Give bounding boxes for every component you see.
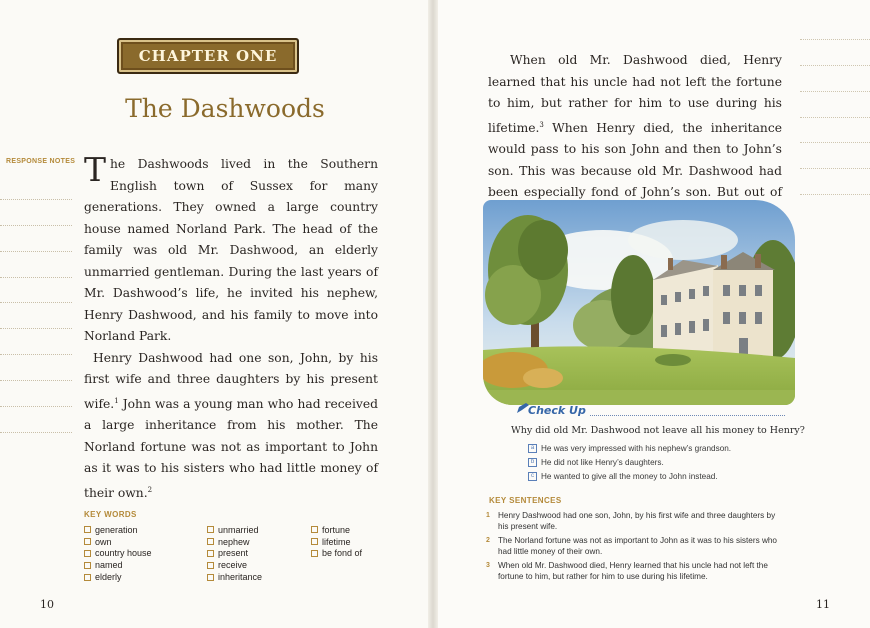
checkbox-icon[interactable] [207, 526, 214, 533]
paragraph-2: Henry Dashwood had one son, John, by his first wife and three daughters by his present wife.$^1$ John was a young man who had received a large inheritance from his mother. The Norland fortune was not as important to John as it was to his sisters who had little money of their own.$^2$ [84, 350, 378, 500]
key-words-column-2 [207, 524, 262, 583]
right-body-text: When old Mr. Dashwood died, Henry learned that his uncle had not left the fortune to him, but rather for him to use during his lifetime.$^3$ When Henry died, the inheritance would pass to his son John and then to John’s son. This was because old Mr. Dashwood had been especially fond of John’s son. But out of [488, 53, 782, 200]
page-number-right: 11 [816, 598, 830, 611]
key-words-column-1 [84, 524, 152, 583]
option-b[interactable]: b He did not like Henry’s daughters. [528, 455, 731, 469]
checkbox-icon[interactable] [84, 562, 91, 569]
chapter-badge [117, 38, 299, 74]
option-letter-b: b [528, 458, 537, 467]
checkbox-icon[interactable] [311, 526, 318, 533]
key-word: own [84, 536, 152, 548]
page-number-left: 10 [40, 598, 54, 611]
checkbox-icon[interactable] [84, 538, 91, 545]
checkbox-icon[interactable] [207, 574, 214, 581]
option-letter-a: a [528, 444, 537, 453]
check-up-question: Why did old Mr. Dashwood not leave all his money to Henry? [511, 425, 805, 436]
check-up-options [528, 441, 731, 483]
key-word: unmarried [207, 524, 262, 536]
checkbox-icon[interactable] [84, 526, 91, 533]
key-word: generation [84, 524, 152, 536]
checkbox-icon[interactable] [207, 550, 214, 557]
key-sentence: 2 The Norland fortune was not as important to John as it was to his sisters who had little money of their own. [486, 536, 777, 556]
key-sentences-title: KEY SENTENCES [489, 496, 562, 505]
check-up-divider [590, 415, 785, 416]
checkbox-icon[interactable] [207, 562, 214, 569]
key-word: country house [84, 548, 152, 560]
response-notes-lines [0, 174, 72, 433]
key-word: be fond of [311, 548, 362, 560]
option-letter-c: c [528, 472, 537, 481]
response-notes-lines-right [800, 14, 870, 195]
checkbox-icon[interactable] [84, 550, 91, 557]
chapter-title: The Dashwoods [125, 94, 325, 123]
left-page [0, 0, 432, 628]
key-word: receive [207, 559, 262, 571]
key-sentences-list [486, 510, 786, 585]
checkbox-icon[interactable] [311, 550, 318, 557]
key-sentence: 1 Henry Dashwood had one son, John, by his first wife and three daughters by his present wife. [486, 511, 776, 531]
footnote-3: 3 [539, 120, 544, 129]
key-word: named [84, 559, 152, 571]
key-word: elderly [84, 571, 152, 583]
check-up-title: Check Up [528, 404, 586, 417]
key-word: nephew [207, 536, 262, 548]
key-words-column-3 [311, 524, 362, 559]
response-notes-label: RESPONSE NOTES [6, 158, 76, 165]
key-word: fortune [311, 524, 362, 536]
body-text [84, 150, 378, 504]
paragraph-1: The Dashwoods lived in the Southern English town of Sussex for many generations. They owned a large country house named Norland Park. The head of the family was old Mr. Dashwood, an elderly unmarried gentleman. During the last years of Mr. Dashwood’s life, he invited his nephew, Henry Dashwood, and his family to move into Norland Park. [84, 150, 378, 343]
footnote-1: 1 [114, 396, 119, 405]
book-gutter [428, 0, 438, 628]
key-sentence: 3 When old Mr. Dashwood died, Henry learned that his uncle had not left the fortune to him, but rather for him to use during his lifetime. [486, 561, 768, 581]
option-c[interactable]: c He wanted to give all the money to John instead. [528, 469, 731, 483]
key-word: present [207, 548, 262, 560]
manor-house-illustration [483, 200, 795, 405]
key-word: inheritance [207, 571, 262, 583]
key-words-title: KEY WORDS [84, 510, 137, 519]
drop-cap: T [84, 150, 107, 189]
key-word: lifetime [311, 536, 362, 548]
checkbox-icon[interactable] [207, 538, 214, 545]
option-a[interactable]: a He was very impressed with his nephew’s grandson. [528, 441, 731, 455]
checkbox-icon[interactable] [311, 538, 318, 545]
footnote-2: 2 [147, 485, 153, 494]
checkbox-icon[interactable] [84, 574, 91, 581]
chapter-label: CHAPTER ONE [138, 47, 278, 65]
